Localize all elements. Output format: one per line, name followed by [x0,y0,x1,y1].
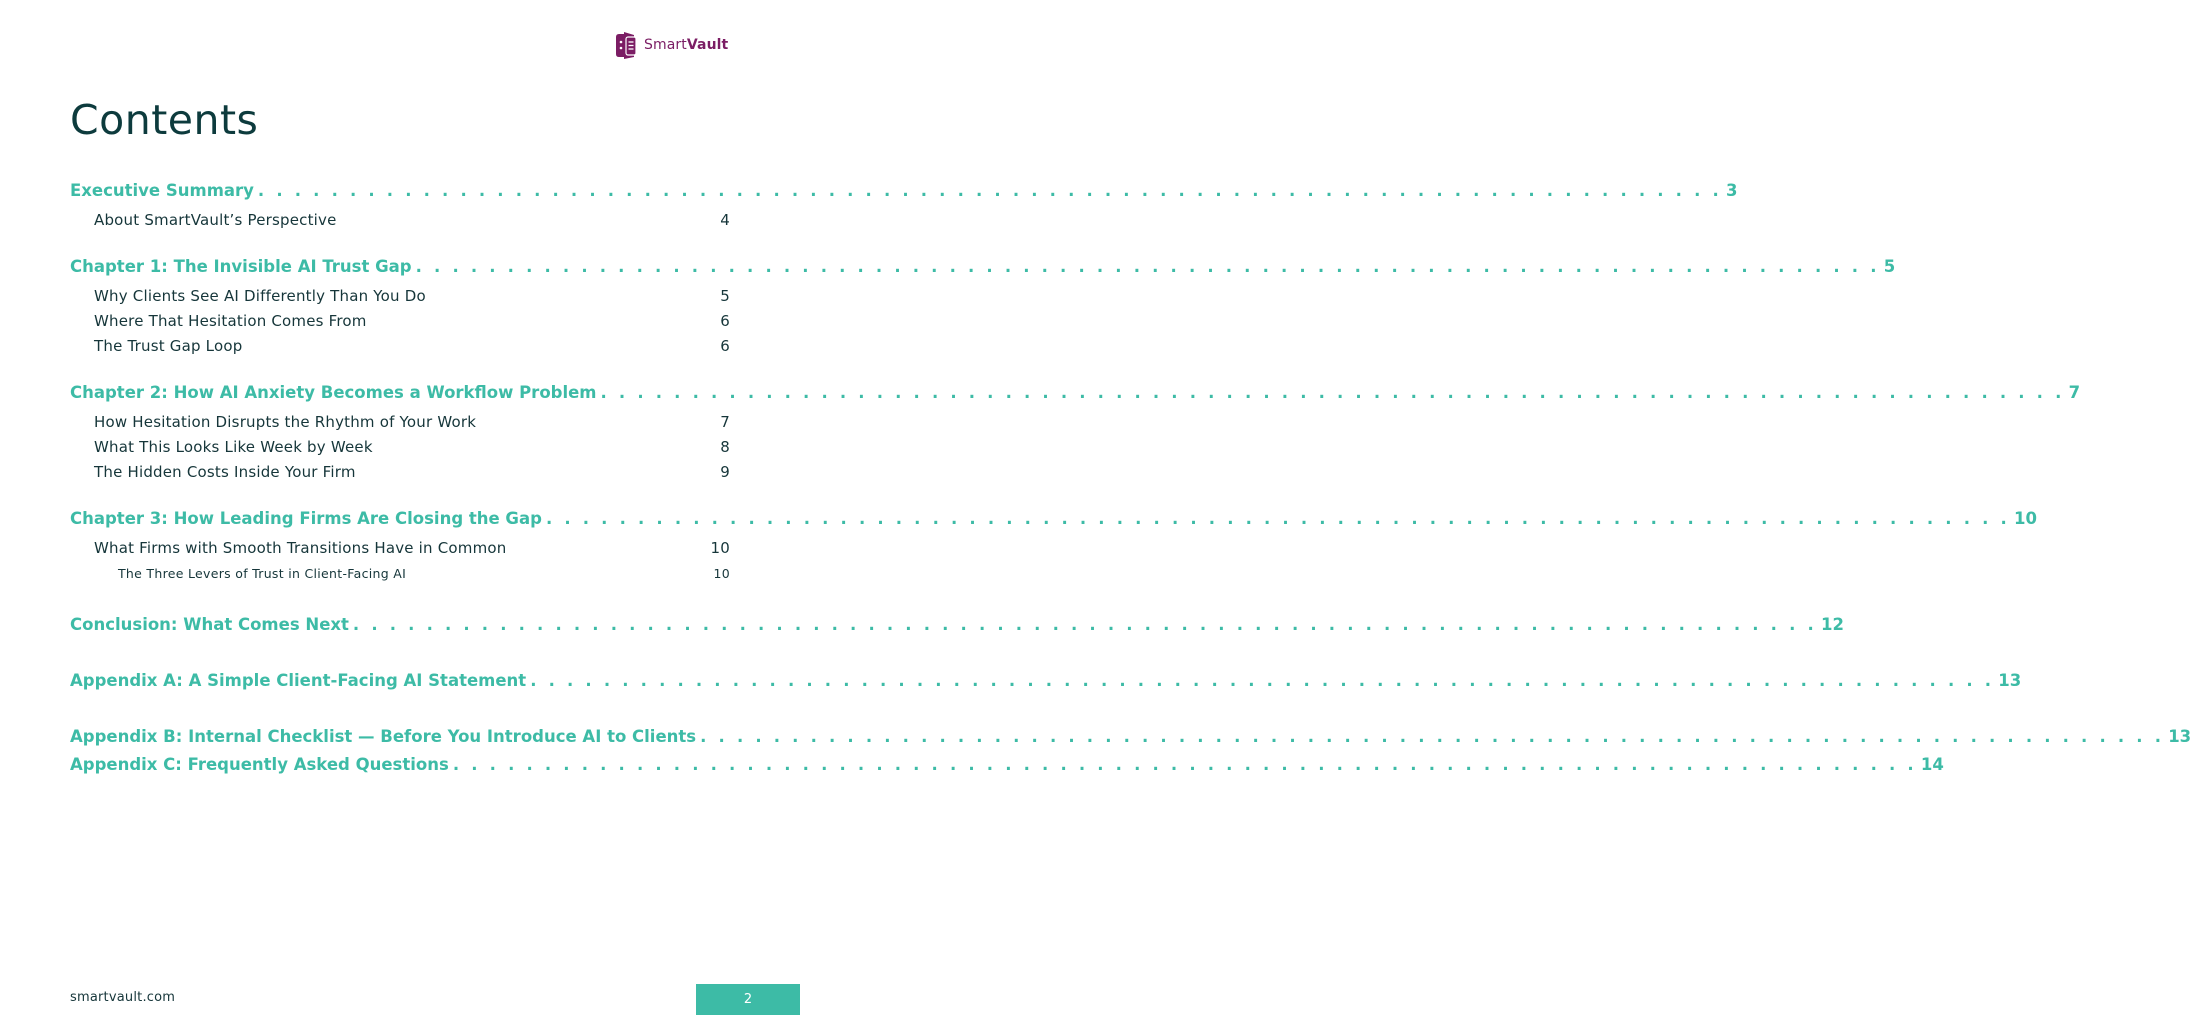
toc-section-entry[interactable] [70,309,730,334]
toc-page-number: 5 [720,287,730,305]
toc-section-entry[interactable] [70,284,730,309]
toc-page-number: 3 [1725,181,1738,200]
toc-page-number: 12 [1820,615,1844,634]
toc-entry-title: Appendix A: A Simple Client-Facing AI Statement [70,671,527,690]
toc-chapter-entry[interactable] [70,253,1896,281]
toc-entry-title: Where That Hesitation Comes From [94,312,367,330]
toc-section-entry[interactable] [70,208,730,233]
toc-entry-title: Chapter 3: How Leading Firms Are Closing the Gap [70,509,542,528]
toc-page-number: 9 [720,463,730,481]
toc-entry-title: Conclusion: What Comes Next [70,615,349,634]
toc-section-entry[interactable] [70,460,730,485]
footer-page-number: 2 [696,984,800,1015]
toc-chapter-entry[interactable] [70,505,2037,533]
toc-chapter-entry[interactable] [70,723,2191,751]
toc-chapter-entry[interactable] [70,379,2081,407]
toc-entry-title: About SmartVault’s Perspective [94,211,337,229]
toc-chapter-entry[interactable] [70,177,1738,205]
toc-chapter-entry[interactable] [70,667,2022,695]
toc-section-entry[interactable] [70,334,730,359]
brand-name: SmartVault [644,37,729,53]
toc-page-number: 10 [2014,509,2037,528]
toc-dot-leader: . . . . . . . . . . . . . . . . . . . . . . . . . . . . . . . . . . . . . . . . . . . . . . . . . . . . . . . . . . . . . . . . . . . . . . . . . . . . . . . . [352,615,1817,634]
toc-page-number: 6 [720,337,730,355]
toc-page-number: 13 [2168,727,2191,746]
toc-page-number: 4 [720,211,730,229]
toc-page-number: 13 [1998,671,2022,690]
toc-dot-leader: . . . . . . . . . . . . . . . . . . . . . . . . . . . . . . . . . . . . . . . . . . . . . . . . . . . . . . . . . . . . . . . . . . . . . . . . . . . . . . . . [257,181,1722,200]
toc-entry-title: Appendix C: Frequently Asked Questions [70,755,449,774]
toc-section-entry[interactable] [70,561,730,586]
toc-dot-leader: . . . . . . . . . . . . . . . . . . . . . . . . . . . . . . . . . . . . . . . . . . . . . . . . . . . . . . . . . . . . . . . . . . . . . . . . . . . . . . . . [415,257,1880,276]
table-of-contents [70,177,2191,779]
toc-page-number: 7 [2068,383,2081,402]
toc-dot-leader: . . . . . . . . . . . . . . . . . . . . . . . . . . . . . . . . . . . . . . . . . . . . . . . . . . . . . . . . . . . . . . . . . . . . . . . . . . . . . . . . [700,727,2165,746]
toc-entry-title: Appendix B: Internal Checklist — Before You Introduce AI to Clients [70,727,697,746]
toc-entry-title: What Firms with Smooth Transitions Have in Common [94,539,507,557]
toc-dot-leader: . . . . . . . . . . . . . . . . . . . . . . . . . . . . . . . . . . . . . . . . . . . . . . . . . . . . . . . . . . . . . . . . . . . . . . . . . . . . . . . . [600,383,2065,402]
toc-chapter-entry[interactable] [70,751,1944,779]
toc-entry-title: The Hidden Costs Inside Your Firm [94,463,356,481]
toc-entry-title: What This Looks Like Week by Week [94,438,373,456]
vault-folder-icon [614,31,639,59]
toc-entry-title: Chapter 2: How AI Anxiety Becomes a Workflow Problem [70,383,597,402]
toc-section-entry[interactable] [70,410,730,435]
toc-section-entry[interactable] [70,536,730,561]
toc-section-entry[interactable] [70,435,730,460]
toc-dot-leader: . . . . . . . . . . . . . . . . . . . . . . . . . . . . . . . . . . . . . . . . . . . . . . . . . . . . . . . . . . . . . . . . . . . . . . . . . . . . . . . . [452,755,1917,774]
toc-page-number: 7 [720,413,730,431]
toc-page-number: 10 [710,539,730,557]
brand-logo [614,31,728,59]
toc-page-number: 5 [1883,257,1896,276]
toc-chapter-entry[interactable] [70,611,1844,639]
toc-dot-leader: . . . . . . . . . . . . . . . . . . . . . . . . . . . . . . . . . . . . . . . . . . . . . . . . . . . . . . . . . . . . . . . . . . . . . . . . . . . . . . . . [530,671,1995,690]
page-title: Contents [70,96,259,144]
toc-entry-title: How Hesitation Disrupts the Rhythm of Your Work [94,413,477,431]
toc-page-number: 6 [720,312,730,330]
toc-entry-title: Executive Summary [70,181,254,200]
toc-entry-title: The Trust Gap Loop [94,337,243,355]
toc-entry-title: The Three Levers of Trust in Client-Facing AI [118,566,407,581]
toc-page-number: 10 [713,566,730,581]
footer-website: smartvault.com [70,990,176,1005]
toc-page-number: 8 [720,438,730,456]
toc-entry-title: Chapter 1: The Invisible AI Trust Gap [70,257,412,276]
toc-entry-title: Why Clients See AI Differently Than You Do [94,287,426,305]
toc-dot-leader: . . . . . . . . . . . . . . . . . . . . . . . . . . . . . . . . . . . . . . . . . . . . . . . . . . . . . . . . . . . . . . . . . . . . . . . . . . . . . . . . [545,509,2010,528]
toc-page-number: 14 [1920,755,1944,774]
